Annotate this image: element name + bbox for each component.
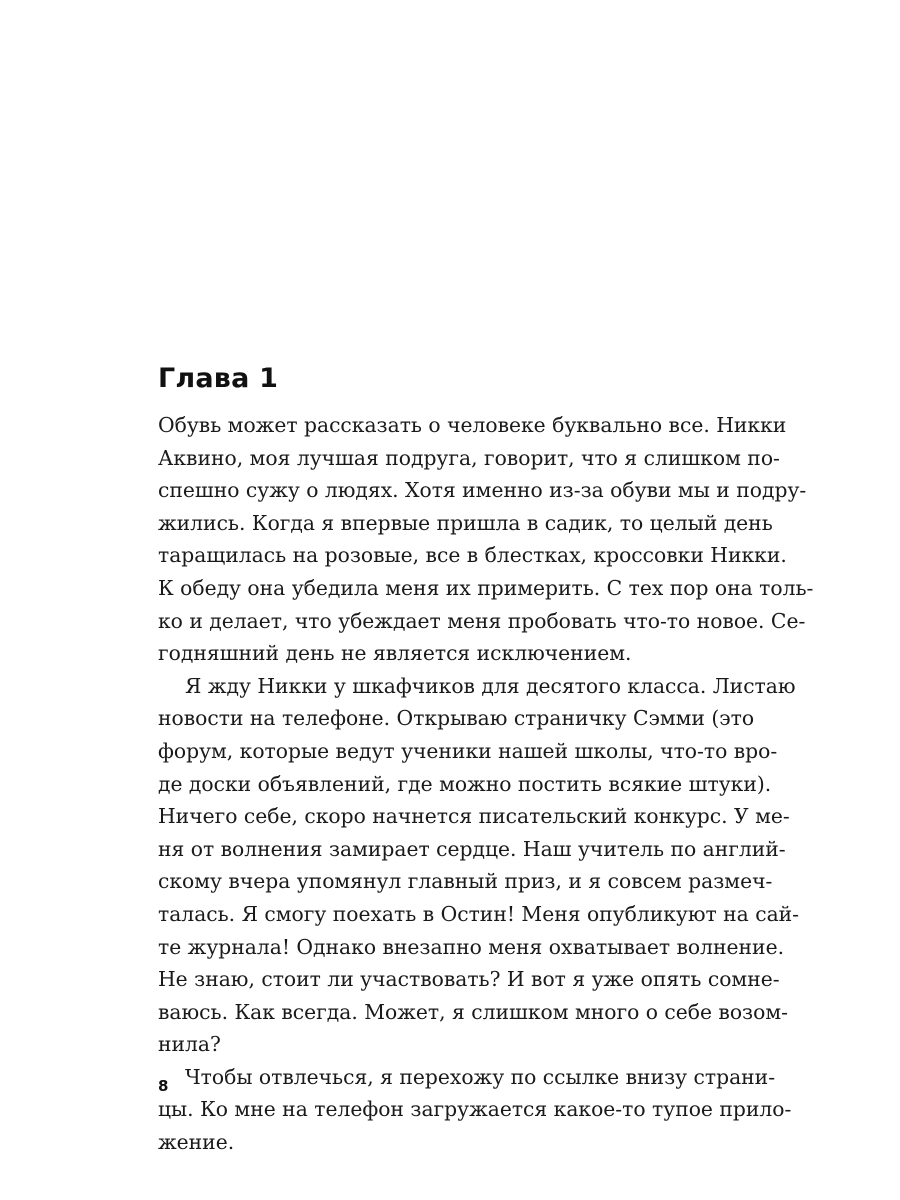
text-line: Не знаю, стоит ли участвовать? И вот я уже опять сомне- bbox=[158, 967, 780, 992]
text-line: ко и делает, что убеждает меня пробовать что-то новое. Се- bbox=[158, 608, 806, 633]
text-line: де доски объявлений, где можно постить всякие штуки). bbox=[158, 771, 772, 796]
text-line: спешно сужу о людях. Хотя именно из-за обуви мы и подру- bbox=[158, 478, 807, 503]
chapter-title: Глава 1 bbox=[158, 363, 279, 394]
chapter-body bbox=[158, 409, 814, 1159]
text-line: Аквино, моя лучшая подруга, говорит, что я слишком по- bbox=[158, 445, 780, 470]
text-line: цы. Ко мне на телефон загружается какое-то тупое прило- bbox=[158, 1097, 792, 1122]
text-line: жились. Когда я впервые пришла в садик, то целый день bbox=[158, 510, 773, 535]
text-line: те журнала! Однако внезапно меня охватывает волнение. bbox=[158, 934, 785, 959]
page-number: 8 bbox=[158, 1077, 169, 1095]
text-line: годняшний день не является исключением. bbox=[158, 641, 632, 666]
text-line: К обеду она убедила меня их примерить. С тех пор она толь- bbox=[158, 575, 814, 600]
text-line: форум, которые ведут ученики нашей школы, что-то вро- bbox=[158, 738, 778, 763]
text-line: новости на телефоне. Открываю страничку Сэмми (это bbox=[158, 706, 755, 731]
text-line: талась. Я смогу поехать в Остин! Меня опубликуют на сай- bbox=[158, 901, 800, 926]
text-line: жение. bbox=[158, 1130, 235, 1155]
text-line: ваюсь. Как всегда. Может, я слишком много о себе возом- bbox=[158, 999, 788, 1024]
text-line: Чтобы отвлечься, я перехожу по ссылке внизу страни- bbox=[185, 1064, 776, 1089]
text-line: нила? bbox=[158, 1032, 221, 1057]
text-line: Ничего себе, скоро начнется писательский конкурс. У ме- bbox=[158, 804, 790, 829]
text-line: Обувь может рассказать о человеке буквально все. Никки bbox=[158, 413, 787, 437]
text-line: Я жду Никки у шкафчиков для десятого класса. Листаю bbox=[185, 673, 796, 698]
text-line: таращилась на розовые, все в блестках, кроссовки Никки. bbox=[158, 543, 787, 568]
text-line: ня от волнения замирает сердце. Наш учитель по англий- bbox=[158, 836, 786, 861]
text-line: скому вчера упомянул главный приз, и я совсем размеч- bbox=[158, 869, 773, 894]
